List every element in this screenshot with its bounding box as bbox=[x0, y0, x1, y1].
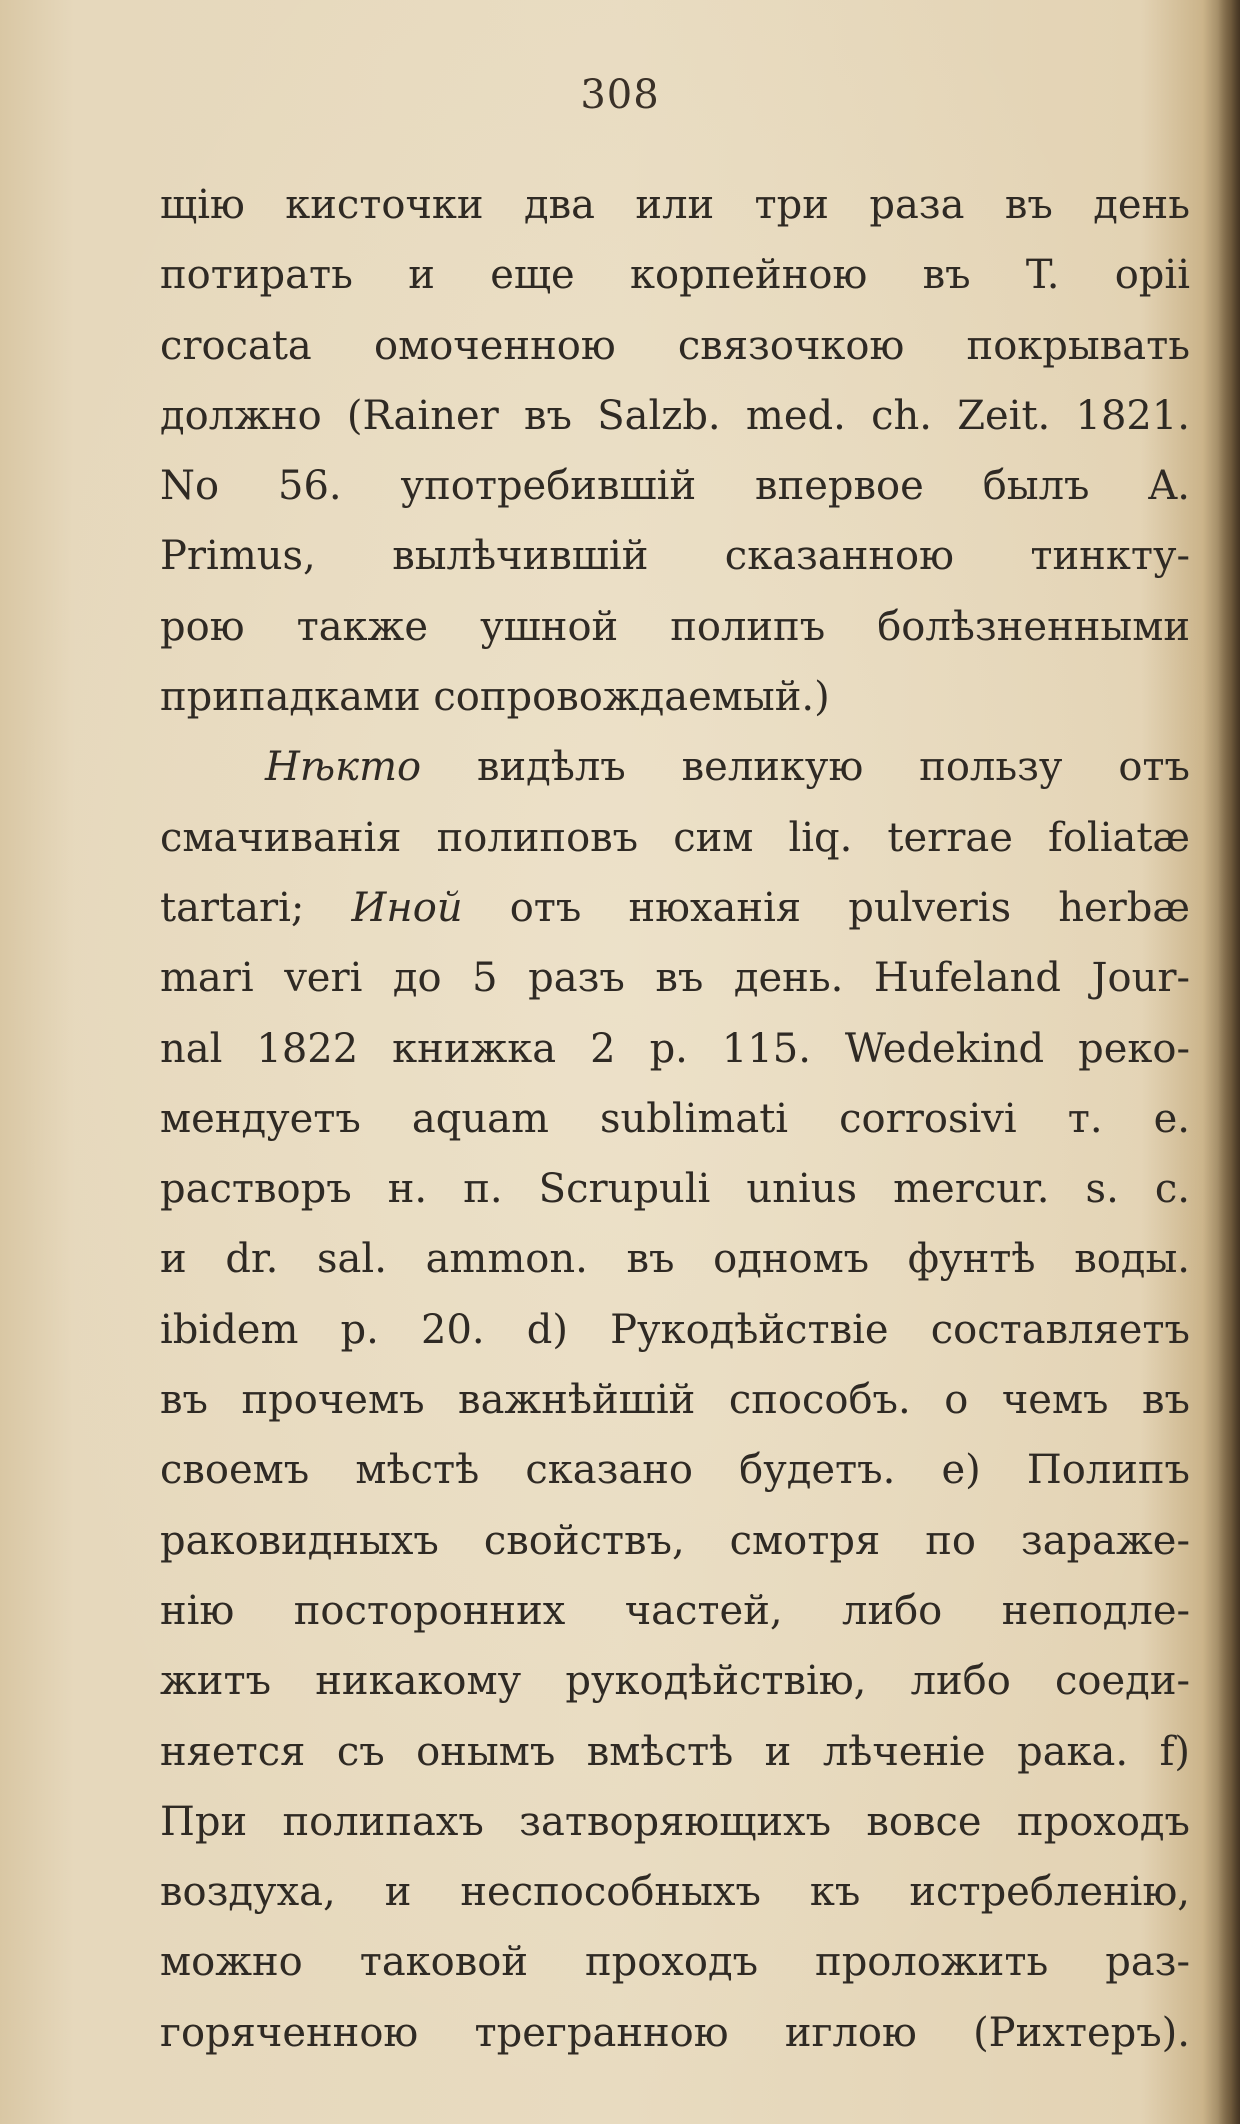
text-line: рою также ушной полипъ болѣзненными bbox=[160, 603, 1190, 650]
text-line: Primus, вылѣчившій сказанною тинкту- bbox=[160, 533, 1190, 580]
text-line: горяченною трегранною иглою (Рихтеръ). bbox=[160, 2009, 1190, 2056]
text-line: потирать и еще корпейною въ T. opii bbox=[160, 252, 1190, 299]
text-line: No 56. употребившій впервое былъ A. bbox=[160, 463, 1190, 510]
text-line: припадками сопровождаемый.) bbox=[160, 674, 830, 721]
text-line: При полипахъ затворяющихъ вовсе проходъ bbox=[160, 1798, 1190, 1845]
page-edge-shadow bbox=[1218, 0, 1240, 2124]
text-line: раковидныхъ свойствъ, смотря по зараже- bbox=[160, 1517, 1190, 1564]
italic-word: Иной bbox=[351, 884, 463, 931]
text-line: житъ никакому рукодѣйствію, либо соеди- bbox=[160, 1658, 1190, 1705]
text-line-paragraph-start: Нѣкто видѣлъ великую пользу отъ bbox=[265, 744, 1190, 791]
text-line: смачиванія полиповъ сим liq. terrae foliatæ bbox=[160, 814, 1190, 861]
text-line: ibidem p. 20. d) Рукодѣйствіе составляетъ bbox=[160, 1306, 1190, 1353]
text-line: и dr. sal. ammon. въ одномъ фунтѣ воды. bbox=[160, 1236, 1190, 1283]
text-line: нію посторонних частей, либо неподле- bbox=[160, 1587, 1190, 1634]
body-text bbox=[160, 170, 1190, 2068]
text-line: nal 1822 книжка 2 p. 115. Wedekind реко- bbox=[160, 1025, 1190, 1072]
text-line: въ прочемъ важнѣйшій способъ. о чемъ въ bbox=[160, 1377, 1190, 1424]
text-line: tartari; Иной отъ нюханія pulveris herbæ bbox=[160, 884, 1190, 931]
text-line: mari veri до 5 разъ въ день. Hufeland Jour- bbox=[160, 955, 1190, 1002]
italic-word: Нѣкто bbox=[265, 744, 422, 791]
text-line: можно таковой проходъ проложить раз- bbox=[160, 1939, 1190, 1986]
text-line: мендуетъ aquam sublimati corrosivi т. е. bbox=[160, 1095, 1190, 1142]
text-line: должно (Rainer въ Salzb. med. ch. Zeit. 1821. bbox=[160, 392, 1190, 439]
page-number: 308 bbox=[580, 72, 660, 118]
text-line: няется съ онымъ вмѣстѣ и лѣченіе рака. f) bbox=[160, 1728, 1190, 1775]
text-line: своемъ мѣстѣ сказано будетъ. e) Полипъ bbox=[160, 1447, 1190, 1494]
text-line: растворъ н. п. Scrupuli unius mercur. s. c. bbox=[160, 1166, 1190, 1213]
text-line: щію кисточки два или три раза въ день bbox=[160, 182, 1190, 228]
text-line: crocata омоченною связочкою покрывать bbox=[160, 322, 1190, 369]
text-line: воздуха, и неспособныхъ къ истребленію, bbox=[160, 1869, 1190, 1916]
